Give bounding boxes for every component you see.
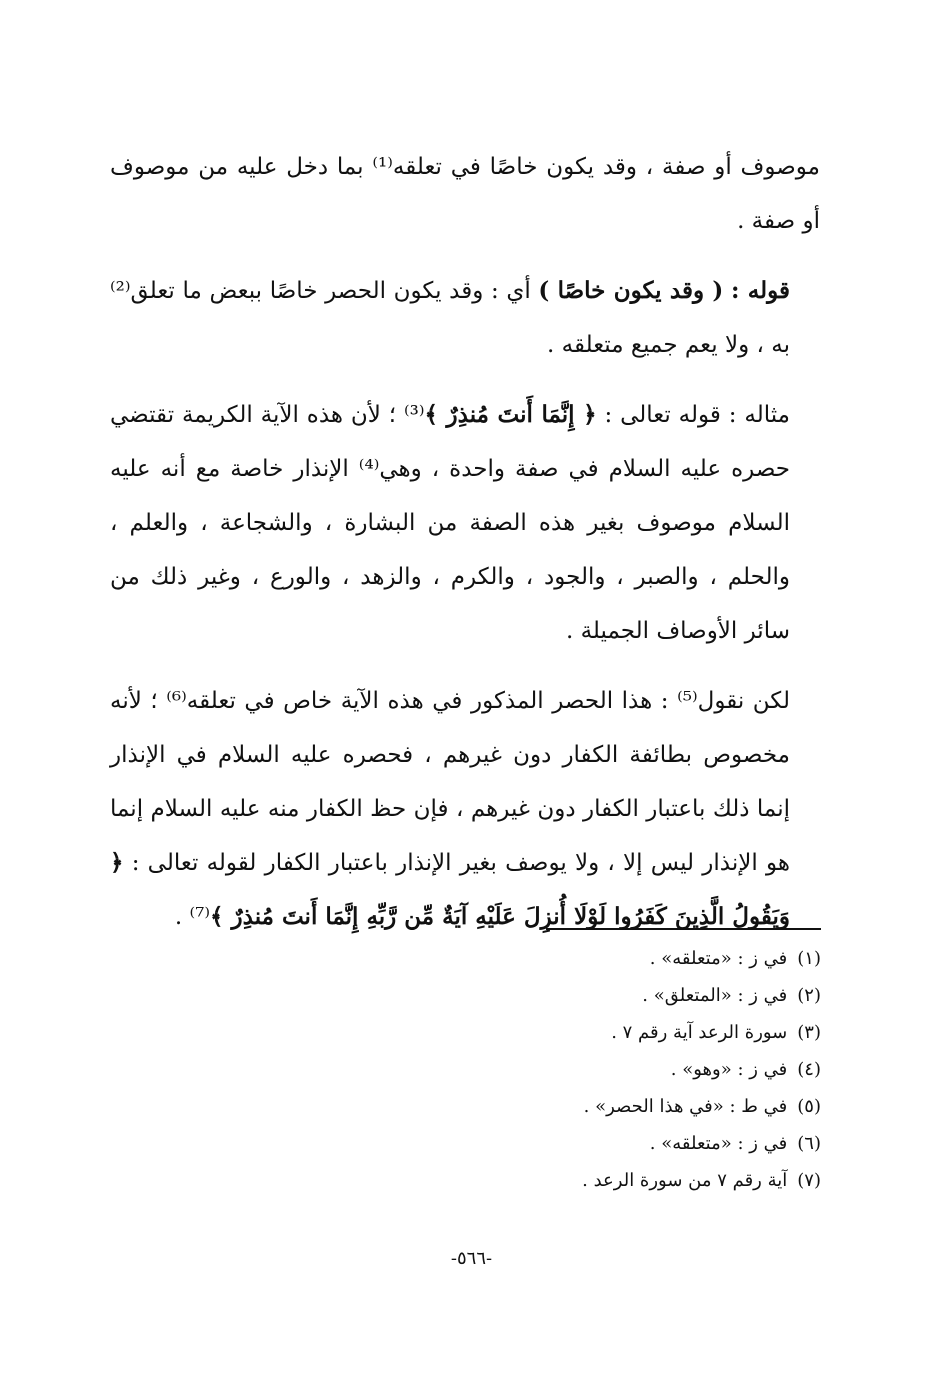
page-number: -٥٦٦- — [450, 1248, 493, 1269]
footnote-number: (٧) — [797, 1170, 821, 1191]
main-text — [110, 140, 820, 960]
paragraph-4 — [110, 674, 820, 944]
paragraph-3-text: ⁽³⁾ ؛ لأن هذه الآية الكريمة تقتضي حصره عليه السلام في صفة واحدة ، وهي⁽⁴⁾ الإنذار خاصة مع أنه عليه السلام موصوف بغير هذه الصفة من البشارة ، والشجاعة ، والعلم ، والحلم ، والصبر ، والجود ، والكرم ، والزهد ، والورع ، وغير ذلك من سائر الأوصاف الجميلة . — [110, 402, 790, 644]
footnote-number: (٦) — [797, 1133, 821, 1154]
paragraph-2-quote: ( وقد يكون خاصًا ) — [538, 277, 724, 304]
paragraph-4-text: لكن نقول⁽⁵⁾ : هذا الحصر المذكور في هذه الآية خاص في تعلقه⁽⁶⁾ ؛ لأنه مخصوص بطائفة الكفار دون غيرهم ، فحصره عليه السلام في الإنذار إنما ذلك باعتبار الكفار دون غيرهم ، فإن حظ الكفار منه عليه السلام إنما هو الإنذار ليس إلا ، ولا يوصف بغير الإنذار باعتبار الكفار لقوله تعالى : — [110, 688, 790, 876]
paragraph-2-label: قوله : — [730, 277, 790, 304]
paragraph-1 — [110, 140, 820, 248]
footnote-text: في ز : «متعلقه» . — [649, 948, 788, 969]
paragraph-1-text: موصوف أو صفة ، وقد يكون خاصًا في تعلقه⁽¹⁾ بما دخل عليه من موصوف أو صفة . — [110, 154, 820, 234]
footnote-number: (٢) — [797, 985, 821, 1006]
footnote-item — [421, 1014, 821, 1051]
footnote-item — [421, 1088, 821, 1125]
footnote-text: آية رقم ٧ من سورة الرعد . — [582, 1170, 788, 1191]
paragraph-3-intro: مثاله : قوله تعالى : — [596, 402, 790, 428]
paragraph-4-verse: ﴿ وَيَقُولُ الَّذِينَ كَفَرُوا لَوْلَا أُنزِلَ عَلَيْهِ آيَةٌ مِّن رَّبِّهِ إِنَّمَا أَنتَ مُنذِرٌ ﴾ — [110, 849, 790, 930]
paragraph-3 — [110, 388, 820, 658]
footnote-text: في ز : «وهو» . — [670, 1059, 788, 1080]
footnote-text: في ز : «المتعلق» . — [642, 985, 788, 1006]
footnote-divider — [546, 928, 821, 930]
footnote-text: سورة الرعد آية رقم ٧ . — [611, 1022, 788, 1043]
footnote-text: في ز : «متعلقه» . — [649, 1133, 788, 1154]
footnote-item — [421, 1051, 821, 1088]
paragraph-4-end: ⁽⁷⁾ . — [174, 904, 211, 930]
footnote-number: (٥) — [797, 1096, 821, 1117]
footnote-number: (١) — [797, 948, 821, 969]
footnote-item — [421, 1125, 821, 1162]
paragraph-3-verse: ﴿ إِنَّمَا أَنتَ مُنذِرٌ ﴾ — [424, 401, 597, 428]
footnote-number: (٤) — [797, 1059, 821, 1080]
paragraph-2 — [110, 264, 820, 372]
footnote-item — [421, 1162, 821, 1199]
footnote-text: في ط : «في هذا الحصر» . — [583, 1096, 788, 1117]
footnote-item — [421, 940, 821, 977]
footnote-item — [421, 977, 821, 1014]
footnote-number: (٣) — [797, 1022, 821, 1043]
paragraph-2-text: أي : وقد يكون الحصر خاصًا ببعض ما تعلق⁽²⁾ به ، ولا يعم جميع متعلقه . — [110, 278, 790, 358]
footnote-list — [421, 940, 821, 1199]
